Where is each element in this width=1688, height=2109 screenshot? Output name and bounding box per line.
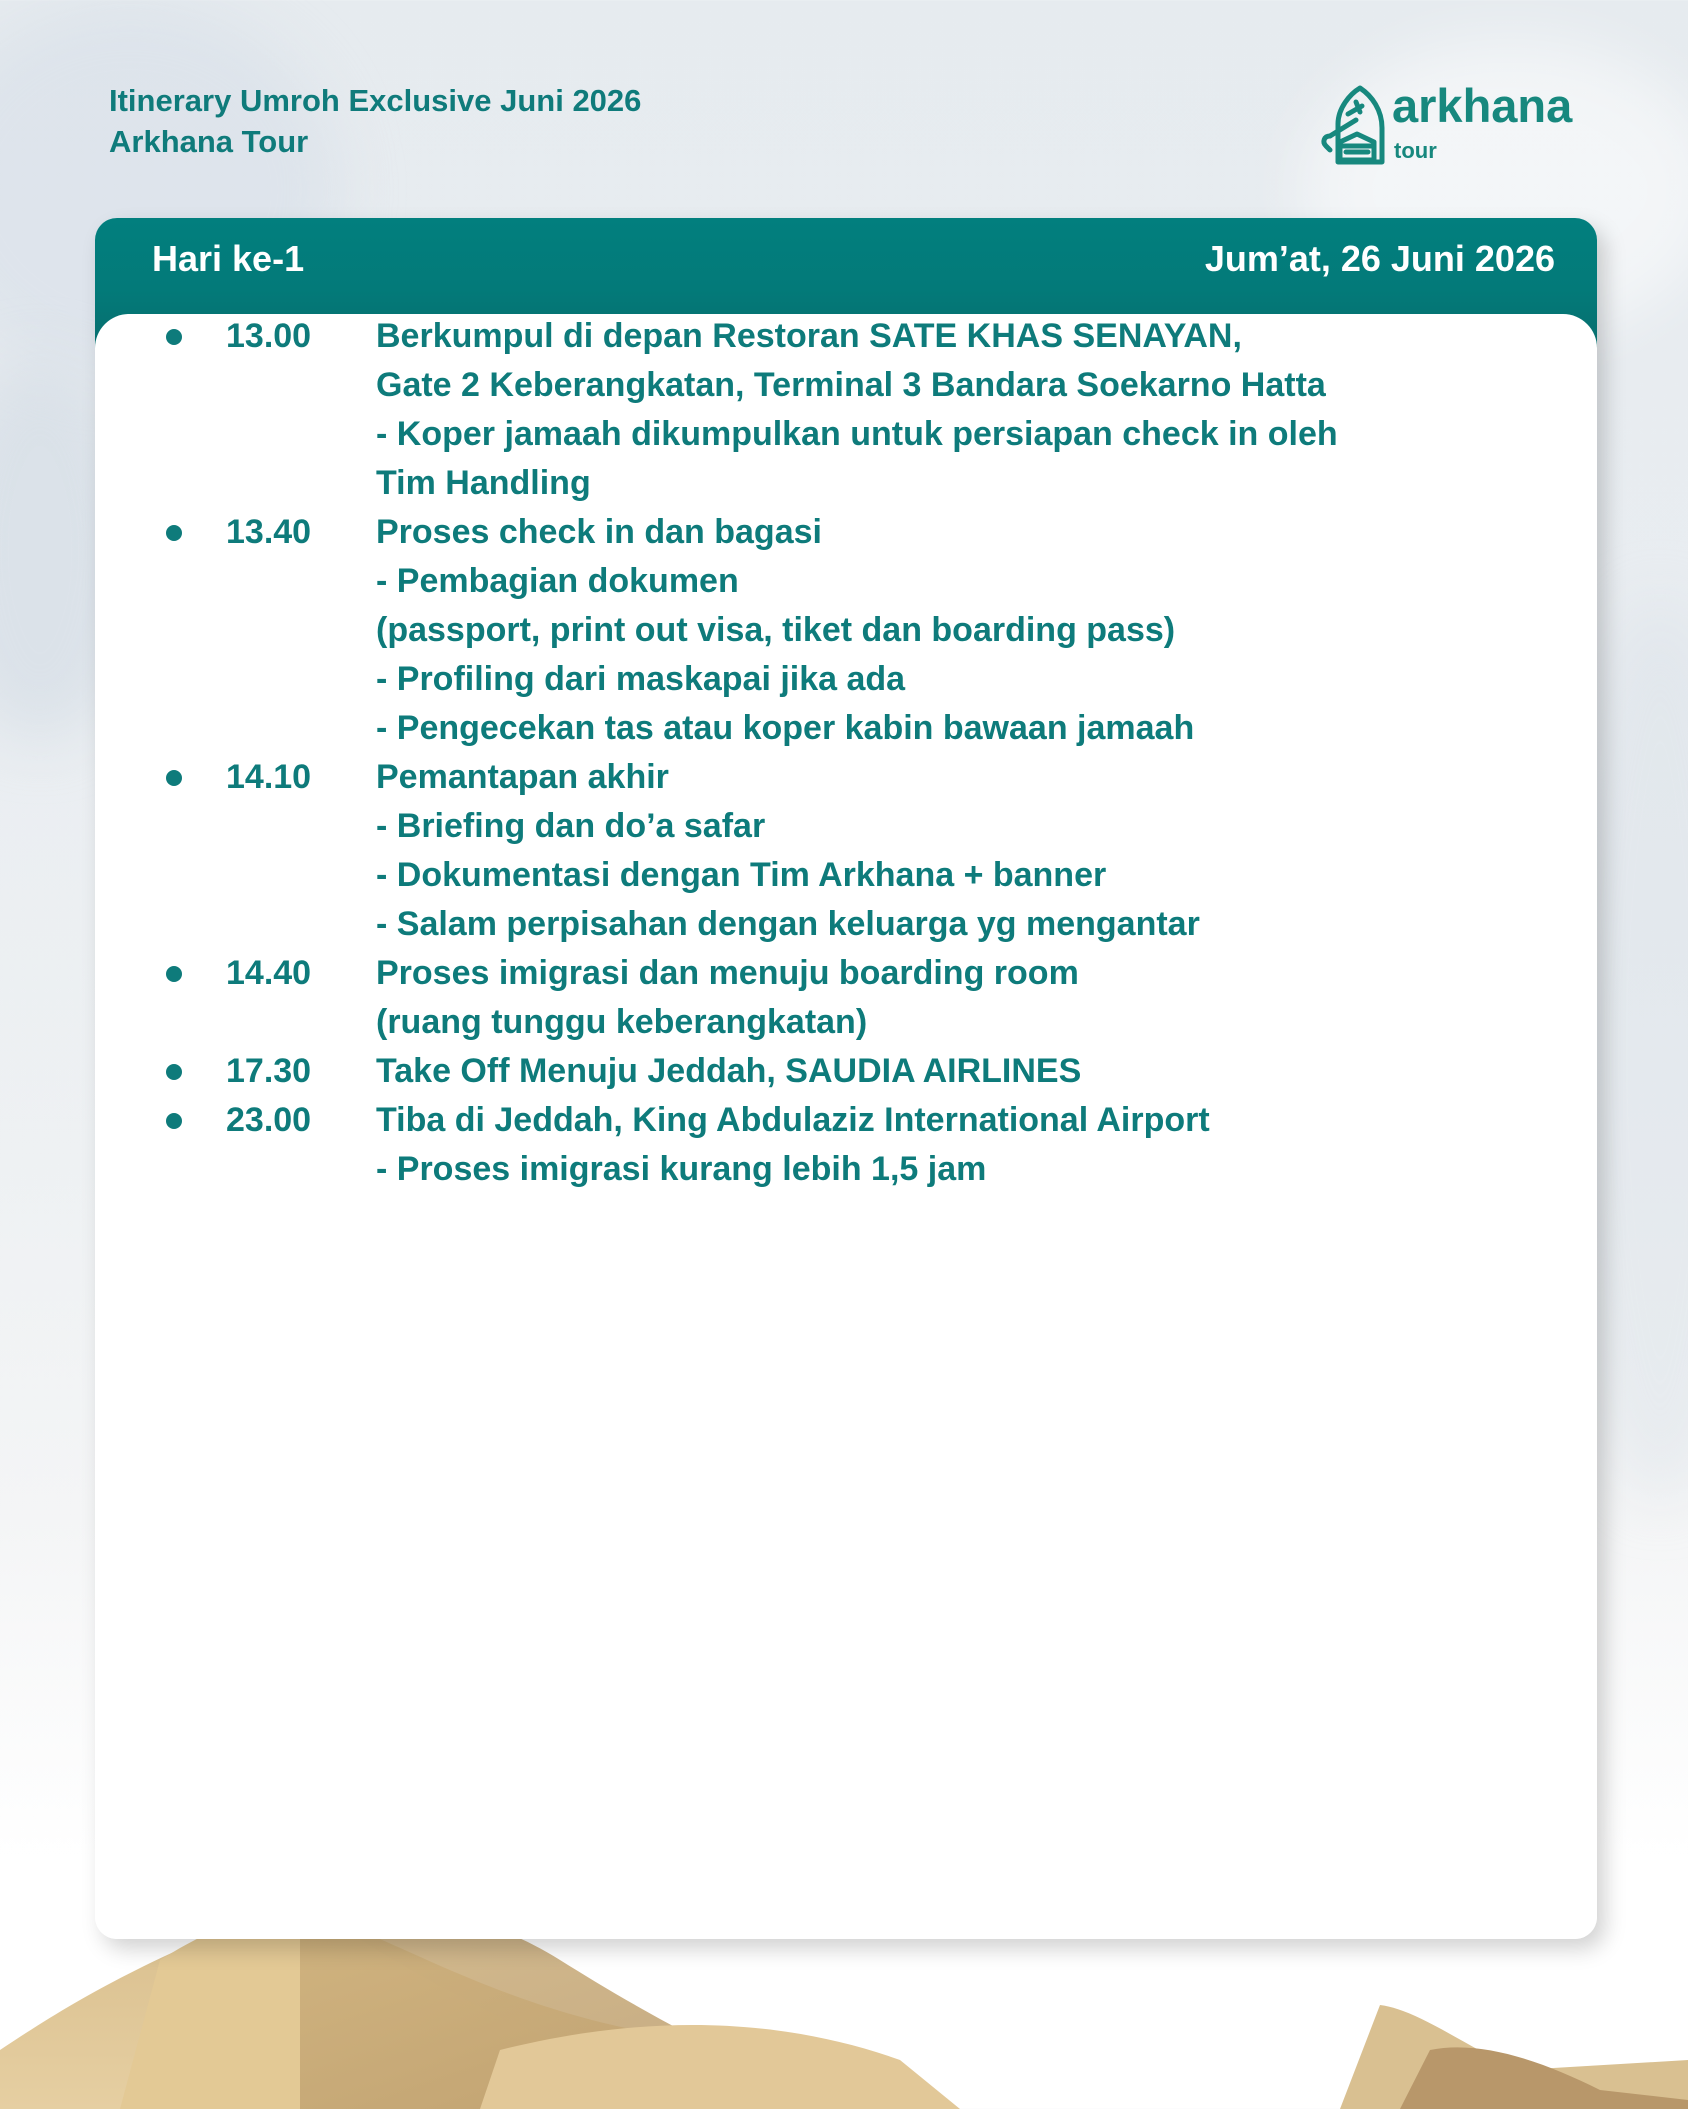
schedule-line: (passport, print out visa, tiket dan boarding pass) xyxy=(376,611,1176,649)
schedule-time: 14.10 xyxy=(226,758,312,796)
schedule-line: Proses imigrasi dan menuju boarding room xyxy=(376,954,1079,992)
document-header xyxy=(109,80,641,162)
schedule-line: - Koper jamaah dikumpulkan untuk persiapan check in oleh xyxy=(376,415,1338,453)
schedule-line: - Briefing dan do’a safar xyxy=(376,807,766,845)
bullet-icon xyxy=(166,525,182,541)
bullet-icon xyxy=(166,966,182,982)
schedule-entry xyxy=(74,1047,1628,1096)
schedule-entry xyxy=(74,949,1628,1047)
date-label: Jum’at, 26 Juni 2026 xyxy=(1204,238,1555,279)
schedule-line: Gate 2 Keberangkatan, Terminal 3 Bandara Soekarno Hatta xyxy=(376,366,1326,404)
schedule-line: - Dokumentasi dengan Tim Arkhana + banner xyxy=(376,856,1107,894)
schedule-description xyxy=(376,1096,1210,1194)
logo-subtext: tour xyxy=(1394,138,1437,163)
schedule-description xyxy=(376,312,1338,508)
schedule-line: Pemantapan akhir xyxy=(376,758,669,796)
schedule-line: Proses check in dan bagasi xyxy=(376,513,822,551)
schedule-entry xyxy=(74,1096,1628,1194)
schedule-description xyxy=(376,949,1079,1047)
schedule-entry xyxy=(74,508,1628,753)
schedule-line: Tiba di Jeddah, King Abdulaziz International Airport xyxy=(376,1101,1210,1139)
schedule-entry xyxy=(74,312,1628,508)
arkhana-logo xyxy=(1316,79,1586,170)
schedule-line: (ruang tunggu keberangkatan) xyxy=(376,1003,868,1041)
schedule-time: 17.30 xyxy=(226,1052,312,1090)
schedule-line: - Pembagian dokumen xyxy=(376,562,739,600)
schedule-line: - Pengecekan tas atau koper kabin bawaan jamaah xyxy=(376,709,1195,747)
schedule-description xyxy=(376,753,1200,949)
bullet-icon xyxy=(166,329,182,345)
schedule-line: - Proses imigrasi kurang lebih 1,5 jam xyxy=(376,1150,987,1188)
schedule-line: Take Off Menuju Jeddah, SAUDIA AIRLINES xyxy=(376,1052,1082,1090)
schedule-description xyxy=(376,1047,1081,1096)
schedule-list xyxy=(74,312,1628,1194)
bullet-icon xyxy=(166,1113,182,1129)
agency-name: Arkhana Tour xyxy=(109,124,309,159)
kaaba-plane-arch-icon xyxy=(1316,84,1388,170)
schedule-line: - Profiling dari maskapai jika ada xyxy=(376,660,906,698)
logo-wordmark: arkhana xyxy=(1392,79,1573,132)
schedule-description xyxy=(376,508,1194,753)
schedule-time: 13.40 xyxy=(226,513,312,551)
schedule-line: Berkumpul di depan Restoran SATE KHAS SENAYAN, xyxy=(376,317,1242,355)
schedule-time: 14.40 xyxy=(226,954,312,992)
bullet-icon xyxy=(166,1064,182,1080)
day-label: Hari ke-1 xyxy=(152,238,305,279)
schedule-line: - Salam perpisahan dengan keluarga yg mengantar xyxy=(376,905,1200,943)
schedule-time: 23.00 xyxy=(226,1101,312,1139)
bullet-icon xyxy=(166,770,182,786)
schedule-entry xyxy=(74,753,1628,949)
schedule-line: Tim Handling xyxy=(376,464,591,502)
itinerary-title: Itinerary Umroh Exclusive Juni 2026 xyxy=(109,83,642,118)
schedule-time: 13.00 xyxy=(226,317,312,355)
